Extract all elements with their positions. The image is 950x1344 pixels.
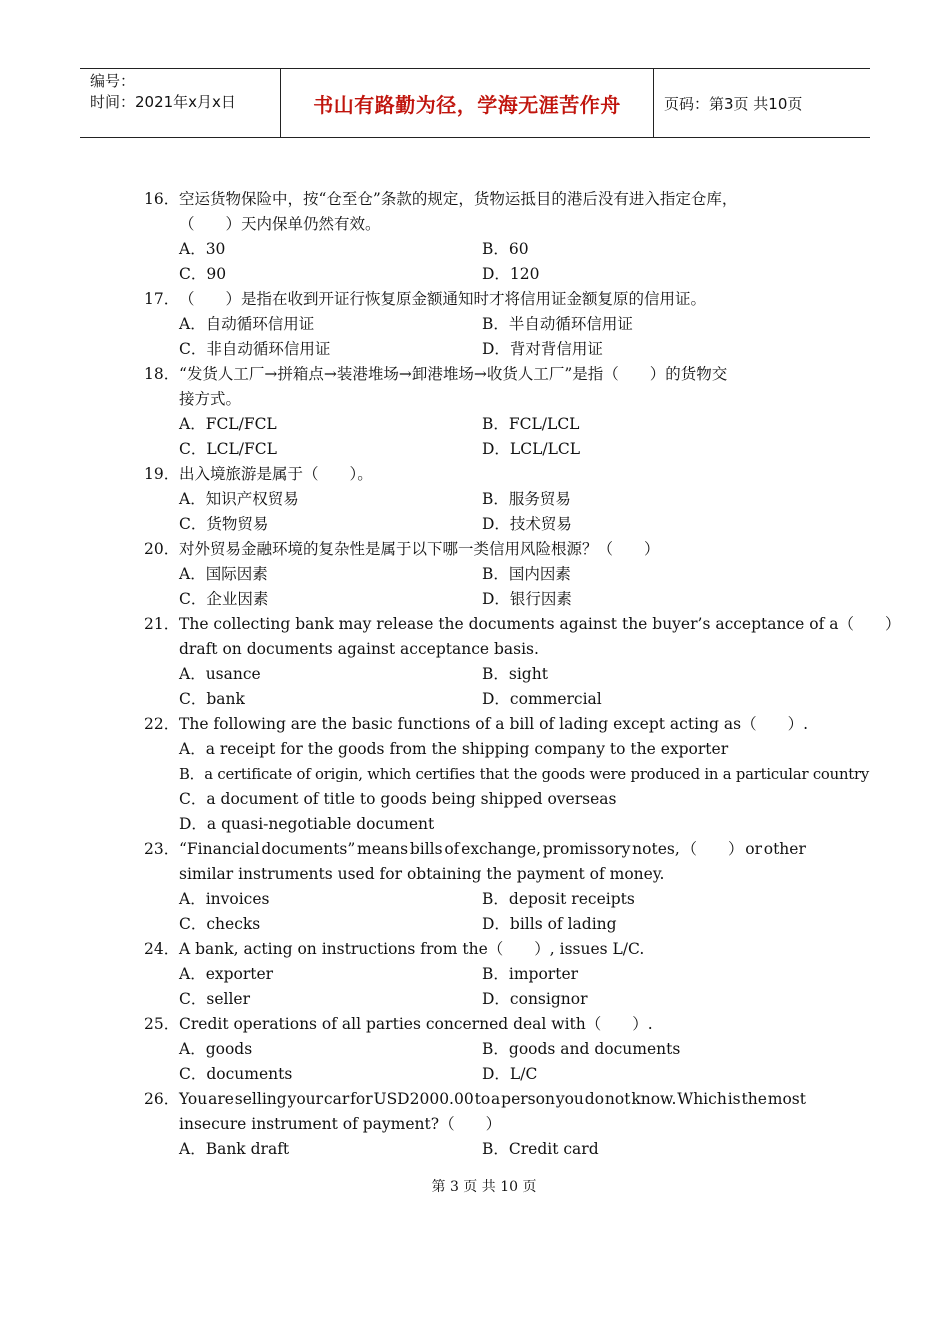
option-d: D．L/C [482,1065,538,1083]
question-number: 24． [144,940,180,958]
question-number: 19． [144,465,180,483]
question-16 [144,187,806,212]
question-text: Credit operations of all parties concerned deal with（ ）. [179,1015,653,1033]
question-text: The collecting bank may release the documents against the buyer’s acceptance of a（ ） [179,615,901,633]
question-text-continued: draft on documents against acceptance basis. [179,640,539,658]
question-number: 20． [144,540,180,558]
option-b: B．服务贸易 [482,490,571,508]
option-b: B．sight [482,665,548,683]
question-text-continued: similar instruments used for obtaining the payment of money. [179,865,665,883]
option-d: D．技术贸易 [482,515,572,533]
question-text: The following are the basic functions of a bill of lading except acting as（ ）. [179,715,808,733]
question-text: （ ）是指在收到开证行恢复原金额通知时才将信用证金额复原的信用证。 [179,290,707,308]
option-c: C．企业因素 [179,590,269,608]
option-c: C．LCL/FCL [179,440,277,458]
number-label: 编号： [90,72,136,90]
question-number: 22． [144,715,180,733]
question-21 [144,612,901,637]
option-a: A．Bank draft [179,1140,290,1158]
option-c: C．a document of title to goods being shipped overseas [179,790,617,808]
page-header [80,68,870,138]
page-footer: 第 3 页 共 10 页 [431,1179,537,1195]
option-c: C．seller [179,990,250,1008]
question-23 [144,837,806,862]
header-meta [80,69,281,137]
option-a: A．30 [179,240,226,258]
question-number: 17． [144,290,180,308]
option-b: B．deposit receipts [482,890,635,908]
question-text-continued: （ ）天内保单仍然有效。 [179,215,381,233]
question-text: 对外贸易金融环境的复杂性是属于以下哪一类信用风险根源？（ ） [179,540,660,558]
question-24 [144,937,806,962]
question-text-continued: insecure instrument of payment?（ ） [179,1115,502,1133]
option-c: C．非自动循环信用证 [179,340,331,358]
question-number: 26． [144,1090,180,1108]
option-d: D．commercial [482,690,602,708]
option-c: C．documents [179,1065,293,1083]
option-b: B．国内因素 [482,565,571,583]
question-17 [144,287,806,312]
option-a: A．exporter [179,965,274,983]
question-19 [144,462,806,487]
option-a: A．goods [179,1040,253,1058]
header-motto: 书山有路勤为径，学海无涯苦作舟 [281,69,654,137]
option-d: D．bills of lading [482,915,617,933]
question-22 [144,712,806,737]
question-number: 21． [144,615,180,633]
question-number: 18． [144,365,180,383]
question-20 [144,537,806,562]
question-list [144,187,901,1162]
date-label: 时间：2021年x月x日 [90,93,236,111]
option-a: A．国际因素 [179,565,268,583]
question-text: “Financial documents” means bills of exchange, promissory notes, （ ） or other [179,840,806,858]
option-c: C．bank [179,690,245,708]
option-b: B．FCL/LCL [482,415,580,433]
question-text-continued: 接方式。 [179,390,242,408]
option-d: D．120 [482,265,540,283]
option-a: A．FCL/FCL [179,415,277,433]
option-b: B．a certificate of origin, which certifies that the goods were produced in a particular country [179,766,870,783]
option-c: C．90 [179,265,227,283]
question-text: “发货人工厂→拼箱点→装港堆场→卸港堆场→收货人工厂”是指（ ）的货物交 [179,365,728,383]
option-d: D．a quasi-negotiable document [179,815,435,833]
option-b: B．goods and documents [482,1040,681,1058]
option-c: C．货物贸易 [179,515,269,533]
option-a: A．知识产权贸易 [179,490,299,508]
option-a: A．自动循环信用证 [179,315,315,333]
option-a: A．usance [179,665,261,683]
question-18 [144,362,806,387]
question-text: A bank, acting on instructions from the（ ）, issues L/C. [179,940,645,958]
option-d: D．consignor [482,990,588,1008]
question-text: 出入境旅游是属于（ ）。 [179,465,373,483]
question-number: 23． [144,840,180,858]
question-number: 16． [144,190,180,208]
option-d: D．LCL/LCL [482,440,581,458]
option-d: D．背对背信用证 [482,340,603,358]
option-b: B．半自动循环信用证 [482,315,633,333]
option-a: A．a receipt for the goods from the shipping company to the exporter [179,740,729,758]
option-d: D．银行因素 [482,590,572,608]
option-b: B．Credit card [482,1140,599,1158]
option-a: A．invoices [179,890,270,908]
option-b: B．importer [482,965,579,983]
question-25 [144,1012,806,1037]
question-number: 25． [144,1015,180,1033]
question-26 [144,1087,806,1112]
option-c: C．checks [179,915,261,933]
question-text: You are selling your car for USD2000.00 to a person you do not know. Which is the most [179,1090,806,1108]
question-text: 空运货物保险中，按“仓至仓”条款的规定，货物运抵目的港后没有进入指定仓库， [179,190,738,208]
option-b: B．60 [482,240,529,258]
header-page-label: 页码：第3页 共10页 [664,94,803,113]
